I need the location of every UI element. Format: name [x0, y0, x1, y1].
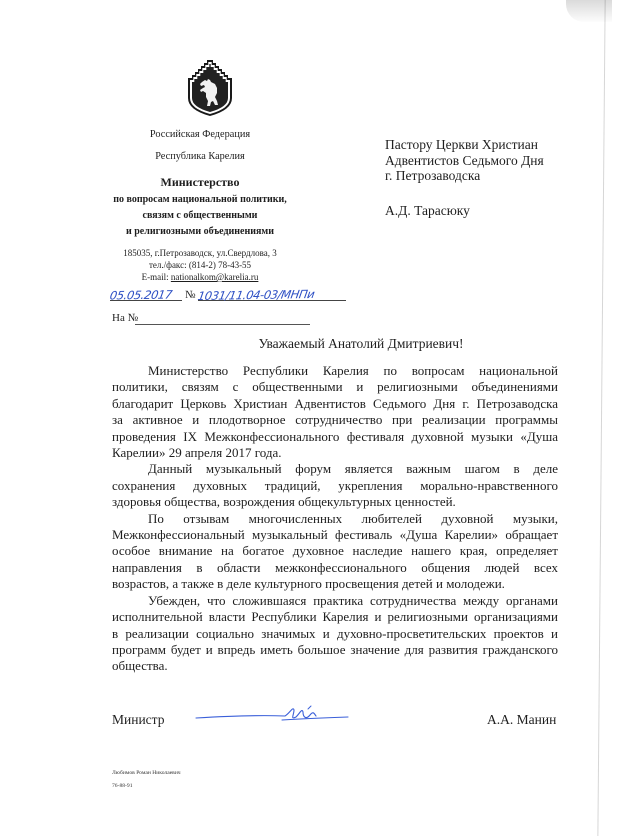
- signatory-position: Министр: [112, 712, 165, 727]
- letterhead-country: Российская Федерация: [149, 129, 251, 140]
- karelia-coat-of-arms-icon: [188, 60, 232, 116]
- body-line: в реализации социально значимых и духовно-просветительских проектов и: [112, 625, 558, 641]
- salutation: Уважаемый Анатолий Дмитриевич!: [258, 336, 464, 351]
- scan-page-edge: [597, 0, 606, 836]
- body-line: возрастов, а также в деле культурного просвещения детей и молодежи.: [112, 576, 505, 592]
- letterhead-ministry-title: Министерство: [160, 175, 240, 189]
- reply-to-label: На №: [112, 312, 139, 324]
- letterhead-ministry-line: по вопросам национальной политики,: [113, 194, 287, 205]
- signatory-name: А.А. Манин: [487, 712, 557, 727]
- addressee-name: А.Д. Тарасюку: [385, 203, 470, 218]
- letterhead-address: 185035, г.Петрозаводск, ул.Свердлова, 3: [123, 248, 277, 258]
- body-line: особое внимание на богатое духовное наследие нашего края, определяет: [112, 543, 558, 559]
- body-line: общества.: [112, 658, 168, 674]
- addressee-line: Адвентистов Седьмого Дня: [385, 152, 544, 168]
- body-paragraph: [112, 461, 558, 510]
- letter-body: [112, 363, 558, 675]
- registration-date-field: [110, 286, 182, 301]
- body-paragraph: [112, 593, 558, 675]
- letterhead-email: [100, 271, 300, 283]
- body-line: за активное и плодотворное сотрудничество при реализации программы: [112, 412, 558, 428]
- addressee-line: г. Петрозаводска: [385, 168, 481, 183]
- email-label: E-mail:: [141, 272, 169, 282]
- registration-date: 05.05.2017: [108, 287, 174, 303]
- handwritten-signature: [190, 700, 355, 730]
- letterhead-republic: Республика Карелия: [155, 151, 245, 162]
- body-line: Министерство Республики Карелия по вопросам национальной: [148, 363, 558, 378]
- body-line: исполнительной власти Республики Карелия и религиозными организациями: [112, 609, 558, 625]
- body-line: Карелии» 29 апреля 2017 года.: [112, 445, 282, 461]
- body-line: По отзывам многочисленных любителей духовной музыки,: [148, 510, 558, 526]
- registration-number-sign: №: [185, 289, 196, 301]
- registration-number: 1031/11.04-03/МНПи: [196, 286, 316, 304]
- reply-to-line: [135, 324, 310, 325]
- registration-number-field: [196, 286, 346, 304]
- body-line: Межконфессиональный музыкальный фестиваль «Душа Карелии» обращает: [112, 527, 558, 543]
- body-line: проведения IX Межконфессионального фестиваля духовной музыки «Душа: [112, 428, 558, 444]
- body-line: здоровья общества, возрождения общекультурных ценностей.: [112, 494, 456, 510]
- executor-name: Любимов Роман Николаевич: [112, 770, 181, 776]
- body-paragraph: [112, 363, 558, 461]
- body-line: сохранения духовных традиций, укрепления морально-нравственного: [112, 477, 558, 493]
- body-line: благодарит Церковь Христиан Адвентистов Седьмого Дня г. Петрозаводска: [112, 395, 558, 411]
- body-line: программ будет и впредь иметь большое значение для развития гражданского: [112, 641, 558, 657]
- body-line: направления в области межконфессионального общения людей всех: [112, 559, 558, 575]
- body-line: Данный музыкальный форум является важным шагом в деле: [148, 461, 558, 477]
- executor-phone: 76-88-91: [112, 783, 133, 789]
- body-line: Убежден, что сложившаяся практика сотрудничества между органами: [148, 592, 558, 608]
- addressee-line: Пастору Церкви Христиан: [385, 137, 538, 152]
- body-line: политики, связям с общественными и религиозными объединениями: [112, 379, 558, 395]
- email-address: nationalkom@karelia.ru: [170, 272, 259, 282]
- letterhead-ministry-line: и религиозными объединениями: [125, 226, 274, 237]
- letterhead-phone: тел./факс: (814-2) 78-43-55: [148, 260, 252, 270]
- letterhead-ministry-line: связям с общественными: [142, 210, 258, 221]
- body-paragraph: [112, 511, 558, 593]
